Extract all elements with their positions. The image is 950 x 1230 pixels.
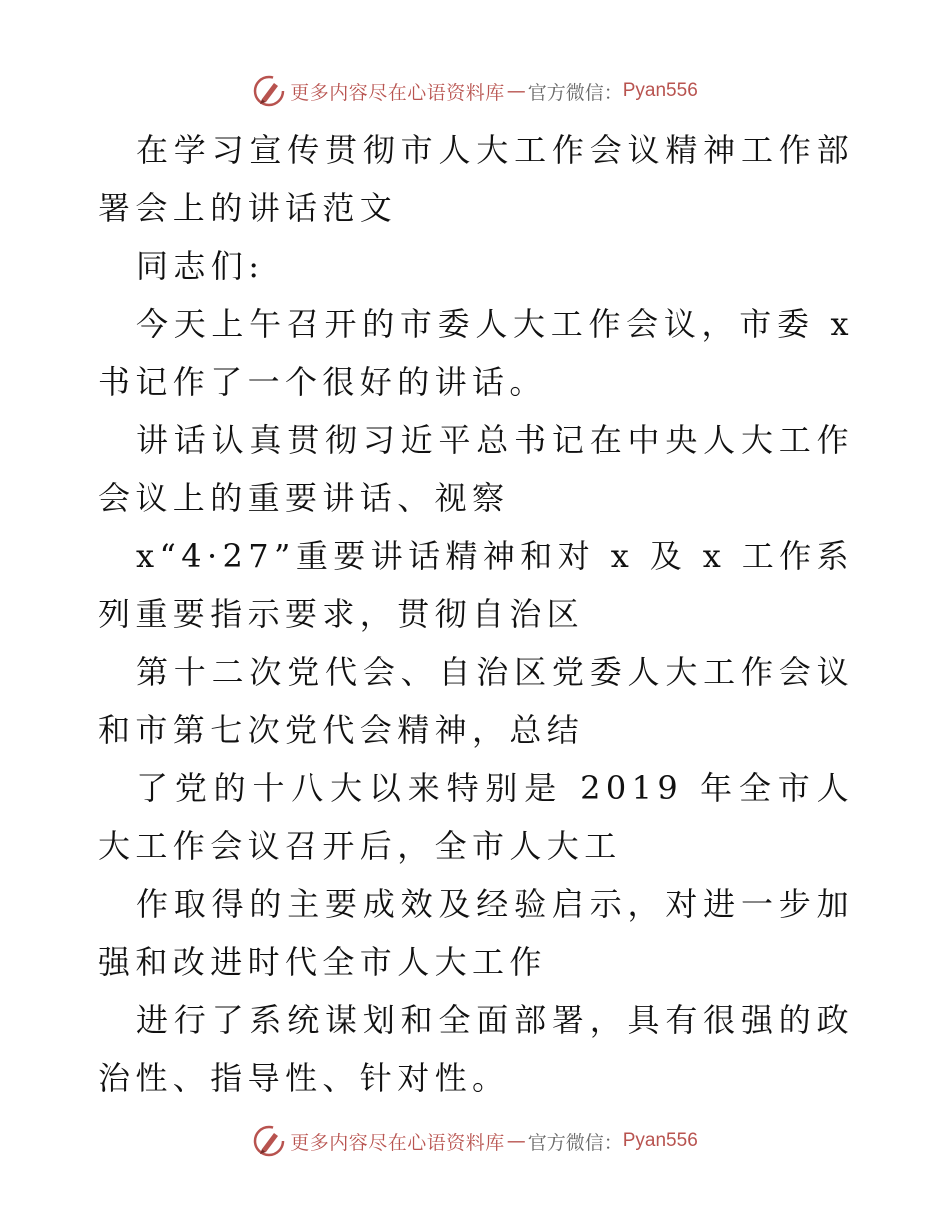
watermark-wechat-label: 官方微信： bbox=[527, 1131, 623, 1154]
paragraph: 作取得的主要成效及经验启示，对进一步加强和改进时代全市人大工作 bbox=[98, 885, 854, 981]
header-watermark bbox=[0, 71, 950, 111]
footer-watermark bbox=[0, 1121, 950, 1161]
watermark-site-text: 更多内容尽在心语资料库 bbox=[290, 1131, 505, 1154]
salutation: 同志们: bbox=[136, 247, 265, 285]
watermark-wechat-id: Pyan556 bbox=[622, 80, 698, 101]
document-title: 在学习宣传贯彻市人大工作会议精神工作部署会上的讲话范文 bbox=[98, 131, 854, 227]
pen-logo-icon bbox=[252, 1124, 286, 1158]
paragraph: x“4·27”重要讲话精神和对 x 及 x 工作系列重要指示要求，贯彻自治区 bbox=[98, 537, 854, 633]
watermark-wechat-label: 官方微信： bbox=[527, 81, 623, 104]
pen-logo-icon bbox=[252, 74, 286, 108]
document-body bbox=[98, 121, 854, 1107]
paragraph: 讲话认真贯彻习近平总书记在中央人大工作会议上的重要讲话、视察 bbox=[98, 421, 854, 517]
paragraph: 第十二次党代会、自治区党委人大工作会议和市第七次党代会精神，总结 bbox=[98, 653, 854, 749]
paragraph: 今天上午召开的市委人大工作会议，市委 x 书记作了一个很好的讲话。 bbox=[98, 305, 854, 401]
watermark-wechat-id: Pyan556 bbox=[622, 1130, 698, 1151]
watermark-dash: — bbox=[506, 1130, 526, 1152]
watermark-site-text: 更多内容尽在心语资料库 bbox=[290, 81, 505, 104]
paragraph: 进行了系统谋划和全面部署，具有很强的政治性、指导性、针对性。 bbox=[98, 1001, 854, 1097]
watermark-dash: — bbox=[506, 80, 526, 102]
paragraph: 了党的十八大以来特别是 2019 年全市人大工作会议召开后，全市人大工 bbox=[98, 769, 854, 865]
